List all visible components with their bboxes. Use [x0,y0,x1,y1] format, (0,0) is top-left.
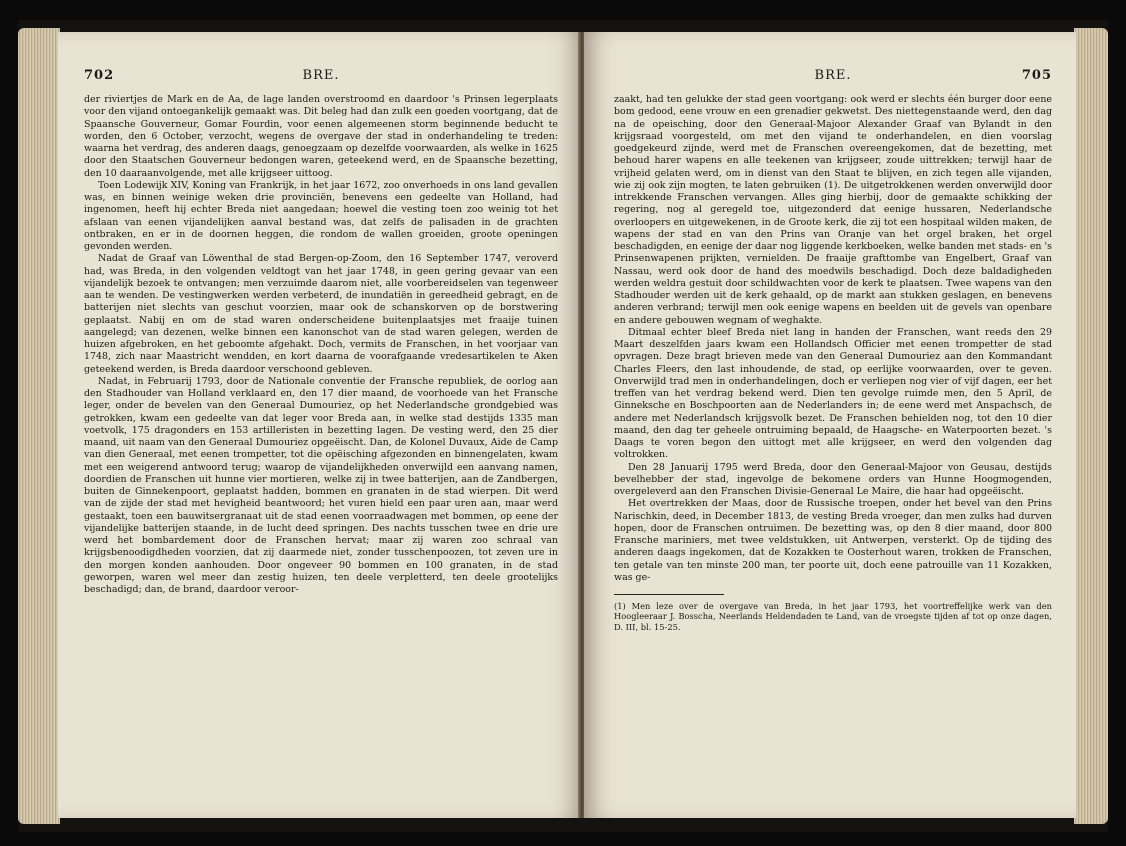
open-book [18,20,1108,832]
paragraph: zaakt, had ten gelukke der stad geen voortgang: ook werd er slechts één burger door eene bom gedood, eene vrouw en een grenadier gekwetst. Des niettegenstaande werd, den dag na de opeisching, door den Generaal-Majoor Alexander Graaf van Bylandt in den krijgsraad voorgesteld, om met den vijand te onderhandelen, en dien voorslag goedgekeurd zijnde, werd met de Franschen overeengekomen, dat de bezetting, met behoud harer wapens en alle teekenen van krijgseer, zoude uittrekken; terwijl haar de vrijheid gelaten werd, om in dienst van den Staat te blijven, en zich tegen alle vijanden, wie zij ook zijn mogten, te laten gebruiken (1). De uitgetrokkenen werden onverwijld door intrekkende Franschen vervangen. Alles ging hierbij, door de gemaakte schikking der regering, nog al geregeld toe, uitgezonderd dat eenige hussaren, Nederlandsche overloopers en uitgewekenen, in de Groote kerk, die zij tot een hospitaal wilden maken, de wapens der stad en van den Prins van Oranje van het orgel braken, het orgel beschadigden, en eenige der daar nog liggende kerkboeken, welke banden met stads- en 's Prinsenwapenen prijkten, vernielden. De fraaije grafttombe van Engelbert, Graaf van Nassau, werd ook door de hand des moedwils beschadigd. Doch deze baldadigheden werden weldra gestuit door schildwachten voor de kerk te plaatsen. Twee wapens van den Stadhouder werden uit de kerk gehaald, op de markt aan stukken geslagen, en benevens anderen verbrand; terwijl men ook eenige wapens en beelden uit de gevels van openbare en andere gebouwen wegnam of weghakte. [614,94,1052,326]
left-page-header [84,68,558,88]
left-running-head: BRE. [302,68,340,83]
paragraph: Den 28 Januarij 1795 werd Breda, door den Generaal-Majoor von Geusau, destijds bevelhebber der stad, ingevolge de bekomene orders van Hunne Hoogmogenden, overgeleverd aan den Franschen Divisie-Generaal Le Maire, die haar had opgeëischt. [614,461,1052,497]
left-page-body [84,94,558,596]
right-page-body [614,94,1052,584]
right-page-header [614,68,1052,88]
footnote-rule [614,594,724,595]
paragraph: Toen Lodewijk XIV, Koning van Frankrijk, in het jaar 1672, zoo onverhoeds in ons land gevallen was, en binnen weinige weken drie provinciën, benevens een gedeelte van Holland, had ingenomen, heeft hij echter Breda niet aangedaan; hoewel die vesting toen zoo weinig tot het afslaan van eenen vijandelijken aanval bestand was, dat zelfs de palisaden in de grachten ontbraken, en er in de doornen heggen, die rondom de wallen groeiden, groote openingen gevonden werden. [84,179,558,252]
paragraph: Nadat, in Februarij 1793, door de Nationale conventie der Fransche republiek, de oorlog aan den Stadhouder van Holland verklaard en, den 17 dier maand, de voorhoede van het Fransche leger, onder de bevelen van den Generaal Dumouriez, op het Nederlandsche grondgebied was getrokken, kwam een gedeelte van dat leger voor Breda aan, in welke stad destijds 1335 man voetvolk, 175 dragonders en 153 artilleristen in bezetting lagen. De vesting werd, den 25 dier maand, uit naam van den Generaal Dumouriez opgeëischt. Dan, de Kolonel Duvaux, Aide de Camp van dien Generaal, met eenen trompetter, tot die opëisching afgezonden en binnengelaten, kwam met een weigerend antwoord terug; waarop de vijandelijkheden onverwijld een aanvang namen, doordien de Franschen uit hunne vier mortieren, welke zij in twee batterijen, aan de Zandbergen, buiten de Ginnekenpoort, geplaatst hadden, bommen en granaten in de stad wierpen. Dit werd van de zijde der stad met hevigheid beantwoord; het vuren hield een paar uren aan, maar werd gestaakt, toen een bauwitsergranaat uit de stad eenen voorraadwagen met bommen, op eene der vijandelijke batterijen staande, in de lucht deed springen. Des nachts tusschen twee en drie ure werd het bombardement door de Franschen hervat; maar zij waren zoo schraal van krijgsbenoodigdheden voorzien, dat zij daarmede niet, zonder tusschenpoozen, tot zeven ure in den morgen konden aanhouden. Door ongeveer 90 bommen en 100 granaten, in de stad geworpen, waren wel meer dan zestig huizen, ten deele verpletterd, ten deele grootelijks beschadigd; dan, de brand, daardoor veroor- [84,375,558,595]
page-edges-right [1074,28,1108,824]
page-edges-left [18,28,60,824]
right-running-head: BRE. [814,68,852,83]
paragraph: Nadat de Graaf van Löwenthal de stad Bergen-op-Zoom, den 16 September 1747, veroverd had, was Breda, in den volgenden veldtogt van het jaar 1748, in geen gering gevaar van een vijandelijk bezoek te ontvangen; men verzuimde daarom niet, alle voorbereidselen van tegenweer aan te wenden. De vestingwerken werden verbeterd, de inundatiën in gereedheid gebragt, en de batterijen niet slechts van geschut voorzien, maar ook de schanskorven op de borstwering geplaatst. Nabij en om de stad waren onderscheidene buitenplaatsjes met fraaije tuinen aangelegd; van dezenen, welke binnen een kanonschot van de stad waren gelegen, werden de huizen afgebroken, en het geboomte afgehakt. Doch, vermits de Franschen, in het voorjaar van 1748, zich naar Maastricht wendden, en kort daarna de voorafgaande vredesartikelen te Aken geteekend werden, is Breda daardoor verschoond gebleven. [84,253,558,375]
paragraph: Ditmaal echter bleef Breda niet lang in handen der Franschen, want reeds den 29 Maart deszelfden jaars kwam een Hollandsch Officier met eenen trompetter de stad opvragen. Deze bragt brieven mede van den Generaal Dumouriez aan den Kommandant Charles Fleers, den last inhoudende, de stad, op eerlijke voorwaarden, over te geven. Onverwijld trad men in onderhandelingen, doch er verliepen nog vier of vijf dagen, eer het treffen van het verdrag bekend werd. Dien ten gevolge ruimde men, den 5 April, de Ginneksche en Boschpoorten aan de Nederlanders in; de eene werd met Anspachsch, de andere met Nederlandsch krijgsvolk bezet. De Franschen behielden nog, tot den 10 dier maand, den dag ter geheele ontruiming bepaald, de Haagsche- en Waterpoorten bezet. 's Daags te voren begon den uittogt met alle krijgseer, en werd den volgenden dag voltrokken. [614,326,1052,461]
left-page-number: 702 [84,68,115,83]
left-page [58,32,582,818]
paragraph: der riviertjes de Mark en de Aa, de lage landen overstroomd en daardoor 's Prinsen legerplaats voor den vijand ontoegankelijk gemaakt was. Dit beleg had dan zulk een goeden voortgang, dat de Spaansche Gouverneur, Gomar Fourdin, voor eenen algemeenen storm beginnende beducht te worden, den 6 October, verzocht, wegens de overgave der stad in onderhandeling te treden: waarna het verdrag, des anderen daags, genoegzaam op dezelfde voorwaarden, als welke in 1625 door den Staatschen Gouverneur bedongen waren, geteekend werd, en de Spaansche bezetting, den 10 daaraanvolgende, met alle krijgseer uittoog. [84,94,558,179]
right-page-number: 705 [1021,68,1052,83]
footnote: (1) Men leze over de overgave van Breda, in het jaar 1793, het voortreffelijke werk van den Hoogleeraar J. Bosscha, Neerlands Heldendaden te Land, van de vroegste tijden af tot op onze dagen, D. III, bl. 15-25. [614,601,1052,632]
paragraph: Het overtrekken der Maas, door de Russische troepen, onder het bevel van den Prins Narischkin, deed, in December 1813, de vesting Breda vroeger, dan men zulks had durven hopen, door de Franschen ontruimen. De bezetting was, op den 8 dier maand, door 800 Fransche mariniers, met twee veldstukken, uit Antwerpen, versterkt. Op de tijding des anderen daags ingekomen, dat de Kozakken te Oosterhout waren, trokken de Franschen, ten getale van ten minste 200 man, ter poorte uit, doch eene patrouille van 11 Kozakken, was ge- [614,498,1052,583]
right-page [584,32,1076,818]
